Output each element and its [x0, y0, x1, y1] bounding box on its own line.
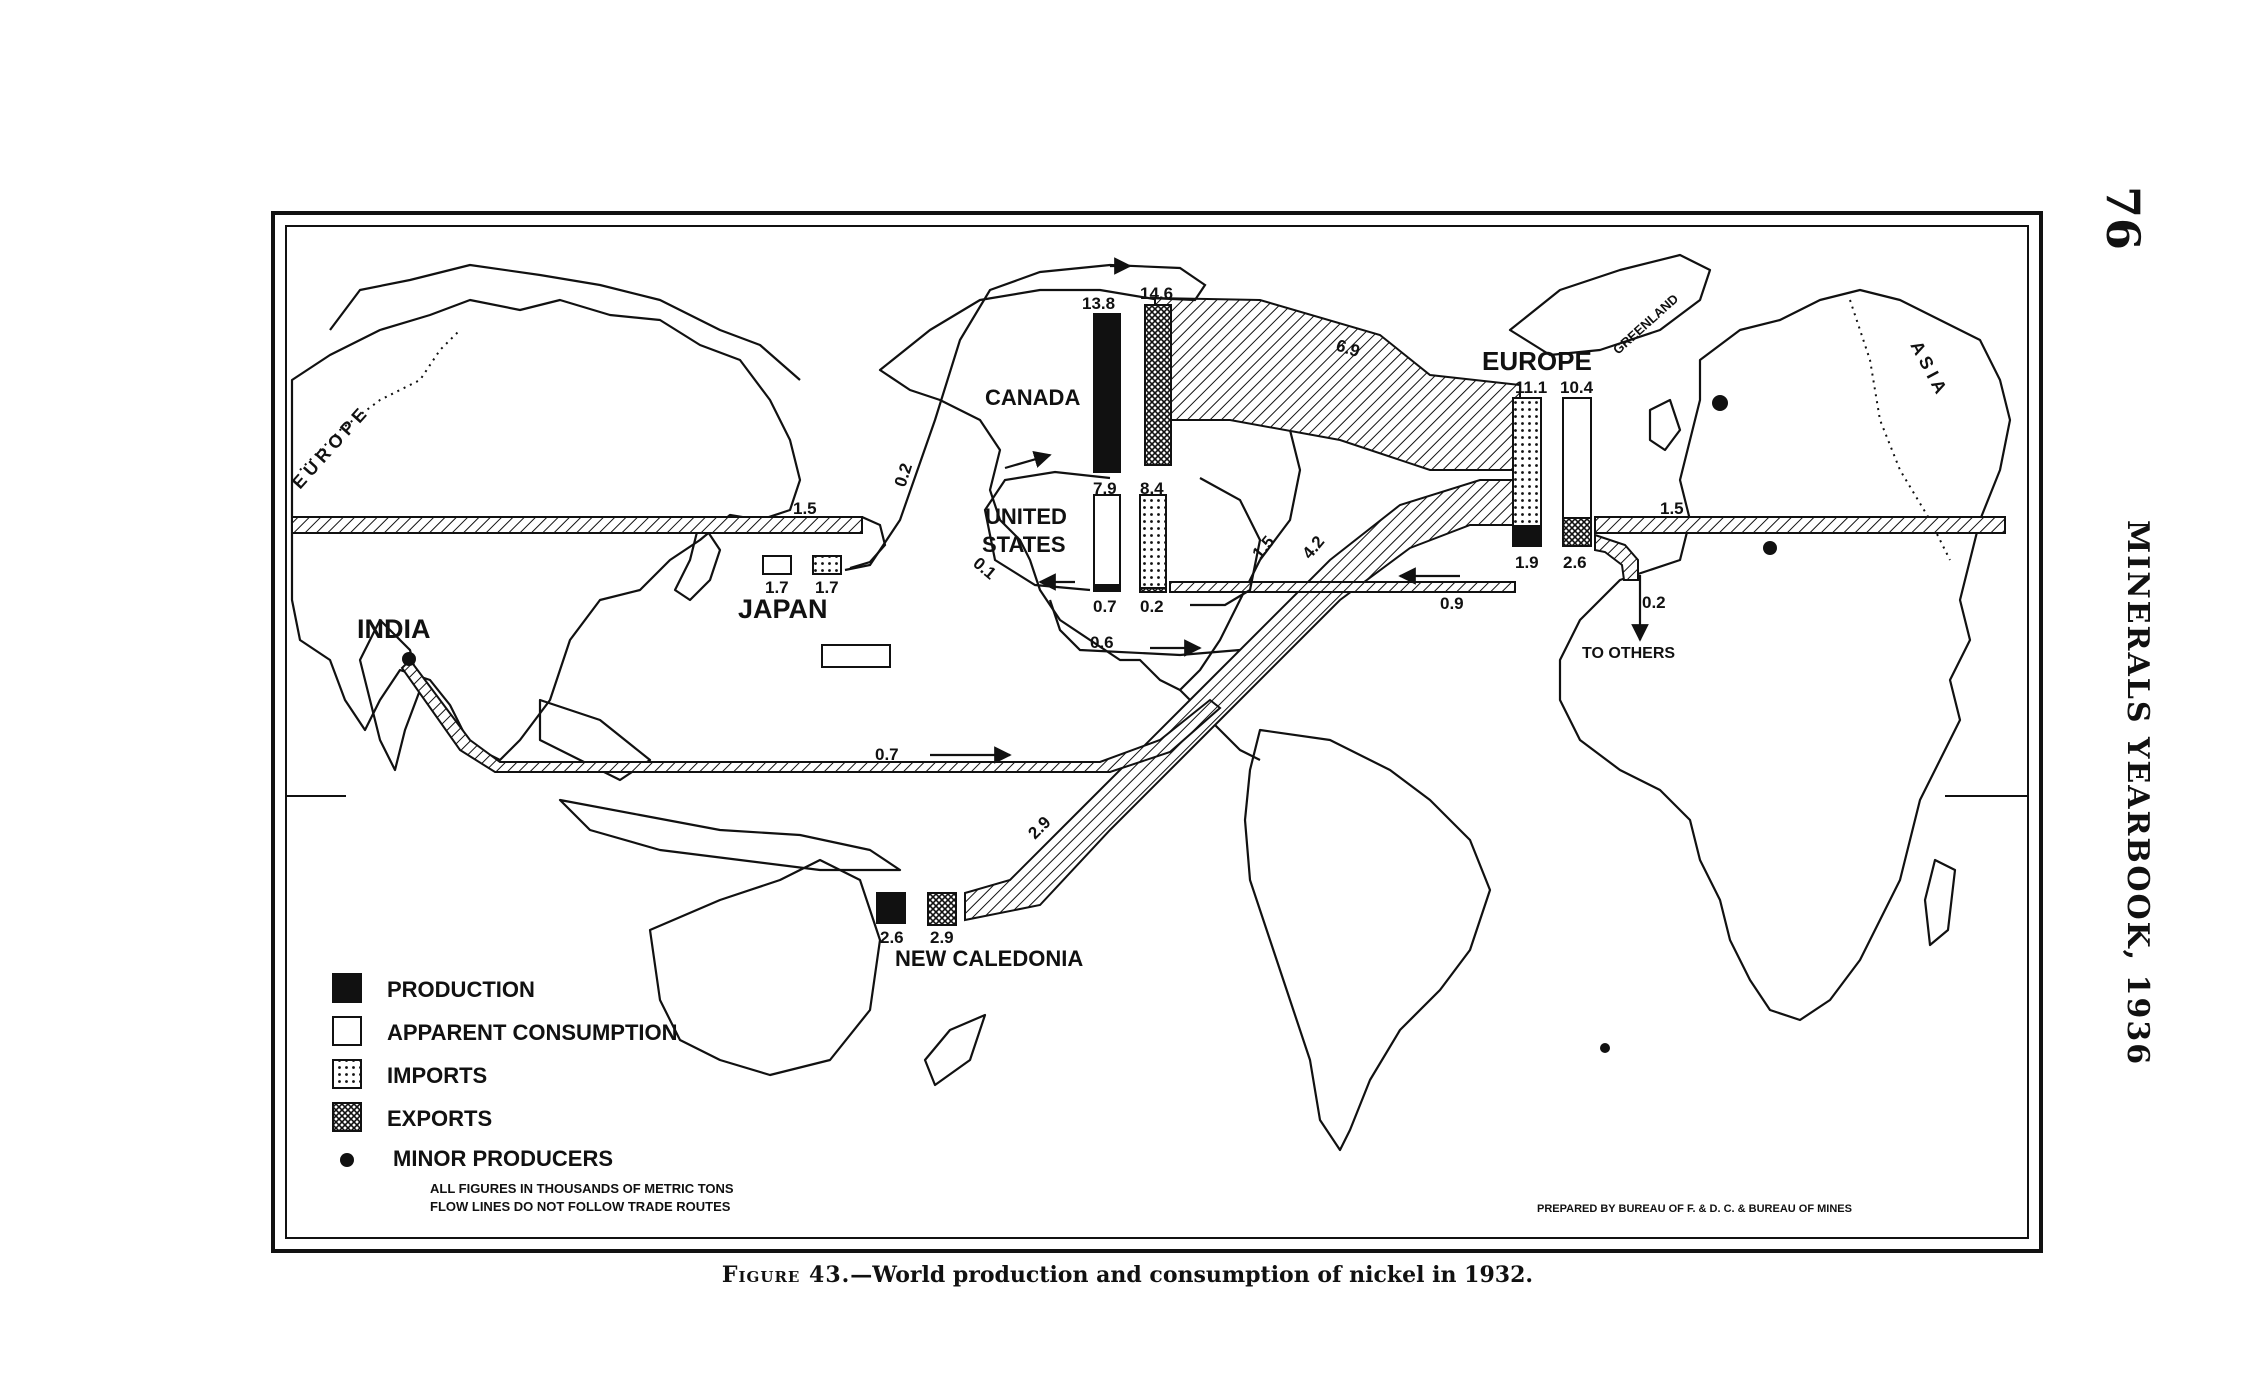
figure-number: Figure 43.: [721, 1262, 851, 1288]
flow-label-europe-us: 0.9: [1440, 594, 1464, 613]
new-zealand-outline: [925, 1015, 985, 1085]
minor-producer-ocean: [1600, 1043, 1610, 1053]
minor-producer-scandinavia: [1712, 395, 1728, 411]
europe-consumption-value: 10.4: [1560, 378, 1594, 397]
label-europe: EUROPE: [1482, 346, 1592, 376]
legend-exports-label: EXPORTS: [387, 1106, 493, 1131]
arrow-us-inflow: [1005, 455, 1050, 468]
label-europe-left: E U R O P E: [288, 404, 371, 493]
flow-europe-japan-west: [292, 517, 862, 533]
northern-asia-coast: [330, 265, 800, 380]
hawaii-box: [822, 645, 890, 667]
flow-europe-others: [1595, 535, 1638, 580]
newcal-exports-value: 2.9: [930, 928, 954, 947]
flow-europe-japan-east: [1595, 517, 2005, 533]
south-america-outline: [1245, 730, 1490, 1150]
label-india: INDIA: [357, 614, 431, 644]
legend-production-label: PRODUCTION: [387, 977, 535, 1002]
label-new-caledonia: NEW CALEDONIA: [895, 946, 1084, 971]
newcal-production-bar: [877, 893, 905, 923]
figure-title: —World production and consumption of nickel in 1932.: [850, 1262, 1534, 1288]
us-exports-bar: [1140, 588, 1166, 592]
europe-consumption-bar: [1563, 398, 1591, 518]
credit-line: PREPARED BY BUREAU OF F. & D. C. & BUREAU OF MINES: [1537, 1203, 1852, 1215]
us-imports-bar: [1140, 495, 1166, 590]
europe-production-bar: [1513, 526, 1541, 546]
madagascar-outline: [1925, 860, 1955, 945]
label-us-line1: UNITED: [985, 504, 1067, 529]
legend-imports-swatch: [333, 1060, 361, 1088]
label-canada: CANADA: [985, 385, 1081, 410]
flow-label-newcal-exports: 2.9: [1024, 812, 1055, 843]
flow-label-canada-us: 1.5: [1248, 532, 1279, 563]
europe-exports-value: 2.6: [1563, 553, 1587, 572]
canada-production-value: 13.8: [1082, 294, 1116, 313]
flow-europe-us: [1170, 582, 1515, 592]
canada-exports-bar: [1145, 305, 1171, 465]
figure-caption: [0, 1262, 2255, 1288]
label-japan: JAPAN: [738, 594, 828, 624]
us-consumption-value: 7.9: [1093, 479, 1117, 498]
japan-imports-value: 1.7: [815, 578, 839, 597]
label-asia: A S I A: [1906, 337, 1951, 397]
running-head: MINERALS YEARBOOK, 1936: [2120, 520, 2155, 1067]
flow-label-europe-japan-east: 1.5: [1660, 499, 1684, 518]
legend-note-units: ALL FIGURES IN THOUSANDS OF METRIC TONS: [430, 1181, 734, 1196]
flow-label-us-japan: 0.1: [969, 553, 1000, 584]
uk-outline: [1650, 400, 1680, 450]
japan-consumption-bar: [763, 556, 791, 574]
indonesia-outline: [560, 800, 900, 870]
label-greenland: GREENLAND: [1609, 290, 1682, 358]
flow-label-us-06: 0.6: [1090, 633, 1114, 652]
legend-exports-swatch: [333, 1103, 361, 1131]
legend-imports-label: IMPORTS: [387, 1063, 488, 1088]
minor-producer-india: [402, 652, 416, 666]
flow-label-canada-japan: 0.2: [890, 460, 917, 490]
europe-production-value: 1.9: [1515, 553, 1539, 572]
europe-exports-bar: [1563, 518, 1591, 546]
legend: [333, 974, 734, 1214]
flow-line-us-japan: [985, 472, 1110, 590]
flow-label-europe-others: 0.2: [1642, 593, 1666, 612]
newcal-exports-bar: [928, 893, 956, 925]
australia-outline: [650, 860, 880, 1075]
flow-label-europe-japan-west: 1.5: [793, 499, 817, 518]
us-production-value: 0.7: [1093, 597, 1117, 616]
legend-minor-producers-label: MINOR PRODUCERS: [393, 1146, 614, 1171]
flow-label-india-europe: 0.7: [875, 745, 899, 764]
canada-exports-value: 14.6: [1140, 284, 1174, 303]
legend-consumption-label: APPARENT CONSUMPTION: [387, 1020, 678, 1045]
legend-production-swatch: [333, 974, 361, 1002]
minor-producer-greece: [1763, 541, 1777, 555]
us-production-bar: [1094, 585, 1120, 591]
flow-label-newcal-europe: 4.2: [1298, 532, 1329, 563]
japan-consumption-value: 1.7: [765, 578, 789, 597]
flow-india-europe: [402, 660, 1220, 772]
canada-production-bar: [1094, 314, 1120, 472]
europe-imports-bar: [1513, 398, 1541, 526]
legend-minor-producer-dot: [340, 1153, 354, 1167]
japan-imports-bar: [813, 556, 841, 574]
flow-canada-europe: [1155, 298, 1520, 470]
label-us-line2: STATES: [982, 532, 1066, 557]
page-number: 76: [2096, 186, 2150, 251]
europe-imports-value: 11.1: [1515, 378, 1548, 397]
greenland-outline: [1510, 255, 1710, 358]
us-imports-value: 8.4: [1140, 479, 1164, 498]
label-to-others: TO OTHERS: [1582, 645, 1676, 662]
newcal-production-value: 2.6: [880, 928, 904, 947]
legend-note-routes: FLOW LINES DO NOT FOLLOW TRADE ROUTES: [430, 1199, 731, 1214]
us-exports-value: 0.2: [1140, 597, 1164, 616]
legend-consumption-swatch: [333, 1017, 361, 1045]
us-consumption-bar: [1094, 495, 1120, 585]
flow-label-canada-europe: 6.9: [1333, 335, 1363, 362]
